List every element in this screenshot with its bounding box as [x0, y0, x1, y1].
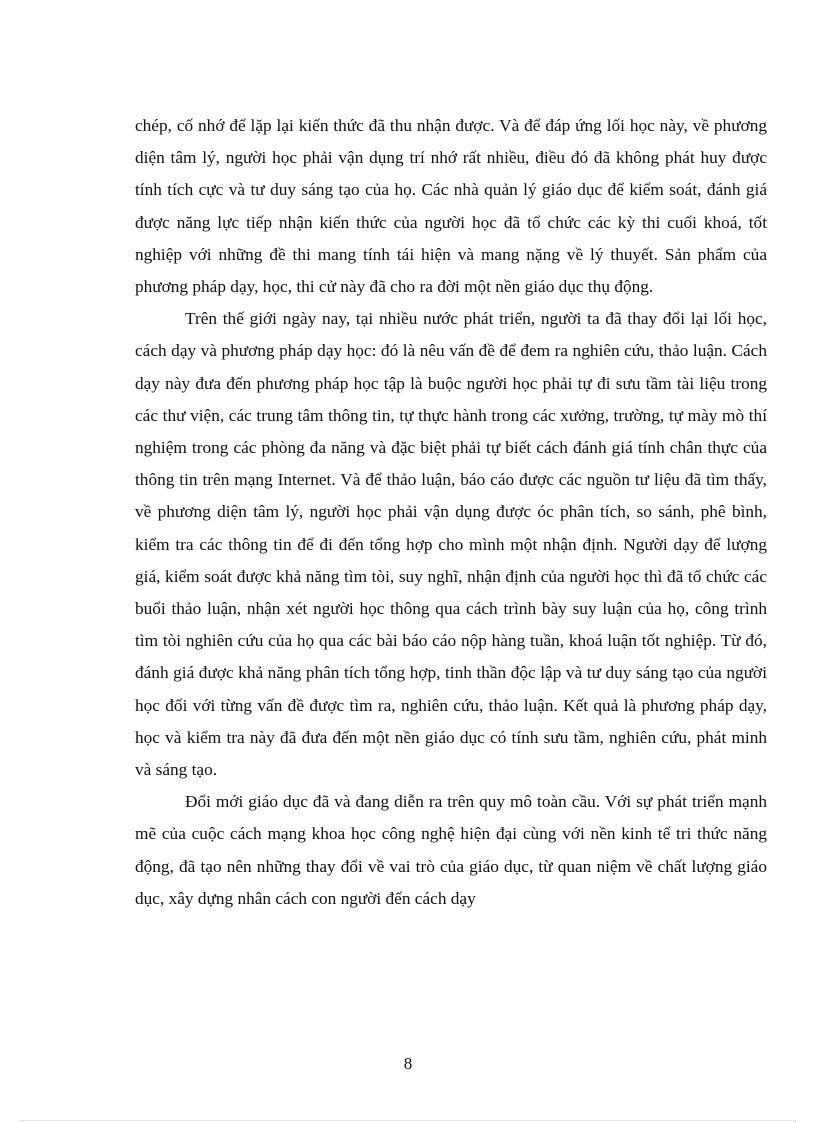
- paragraph-education-reform: Đổi mới giáo dục đã và đang diễn ra trên quy mô toàn cầu. Với sự phát triển mạnh mẽ của cuộc cách mạng khoa học công nghệ hiện đại cùng với nền kinh tế tri thức năng động, đã tạo nên những thay đổi về vai trò của giáo dục, từ quan niệm về chất lượng giáo dục, xây dựng nhân cách con người đến cách dạy: [135, 792, 767, 908]
- paragraph-continuation: chép, cố nhớ để lặp lại kiến thức đã thu nhận được. Và để đáp ứng lối học này, về phương diện tâm lý, người học phải vận dụng trí nhớ rất nhiều, điều đó đã không phát huy được tính tích cực và tư duy sáng tạo của họ. Các nhà quản lý giáo dục để kiểm soát, đánh giá được năng lực tiếp nhận kiến thức của người học đã tổ chức các kỳ thi cuối khoá, tốt nghiệp với những đề thi mang tính tái hiện và mang nặng về lý thuyết. Sản phẩm của phương pháp dạy, học, thi cử này đã cho ra đời một nền giáo dục thụ động.: [135, 116, 767, 297]
- page-number: 8: [403, 1054, 413, 1073]
- page-bottom-divider: [20, 1120, 796, 1121]
- paragraph-teaching-methods-abroad: Trên thế giới ngày nay, tại nhiều nước phát triển, người ta đã thay đổi lại lối học, cách dạy và phương pháp dạy học: đó là nêu vấn đề để đem ra nghiên cứu, thảo luận. Cách dạy này đưa đến phương pháp học tập là buộc người học phải tự đi sưu tầm tài liệu trong các thư viện, các trung tâm thông tin, tự thực hành trong các xưởng, trường, tự mày mò thí nghiệm trong các phòng đa năng và đặc biệt phải tự biết cách đánh giá tính chân thực của thông tin trên mạng Internet. Và để thảo luận, báo cáo được các nguồn tư liệu đã tìm thấy, về phương diện tâm lý, người học phải vận dụng được óc phân tích, so sánh, phê bình, kiểm tra các thông tin để đi đến tổng hợp cho mình một nhận định. Người dạy để lượng giá, kiểm soát được khả năng tìm tòi, suy nghĩ, nhận định của người học thì đã tổ chức các buổi thảo luận, nhận xét người học thông qua cách trình bày suy luận của họ, công trình tìm tòi nghiên cứu của họ qua các bài báo cáo nộp hàng tuần, khoá luận tốt nghiệp. Từ đó, đánh giá được khả năng phân tích tổng hợp, tinh thần độc lập và tư duy sáng tạo của người học đối với từng vấn đề được tìm ra, nghiên cứu, thảo luận. Kết quả là phương pháp dạy, học và kiểm tra này đã đưa đến một nền giáo dục có tính sưu tầm, nghiên cứu, phát minh và sáng tạo.: [135, 309, 767, 780]
- body-text: [135, 110, 767, 915]
